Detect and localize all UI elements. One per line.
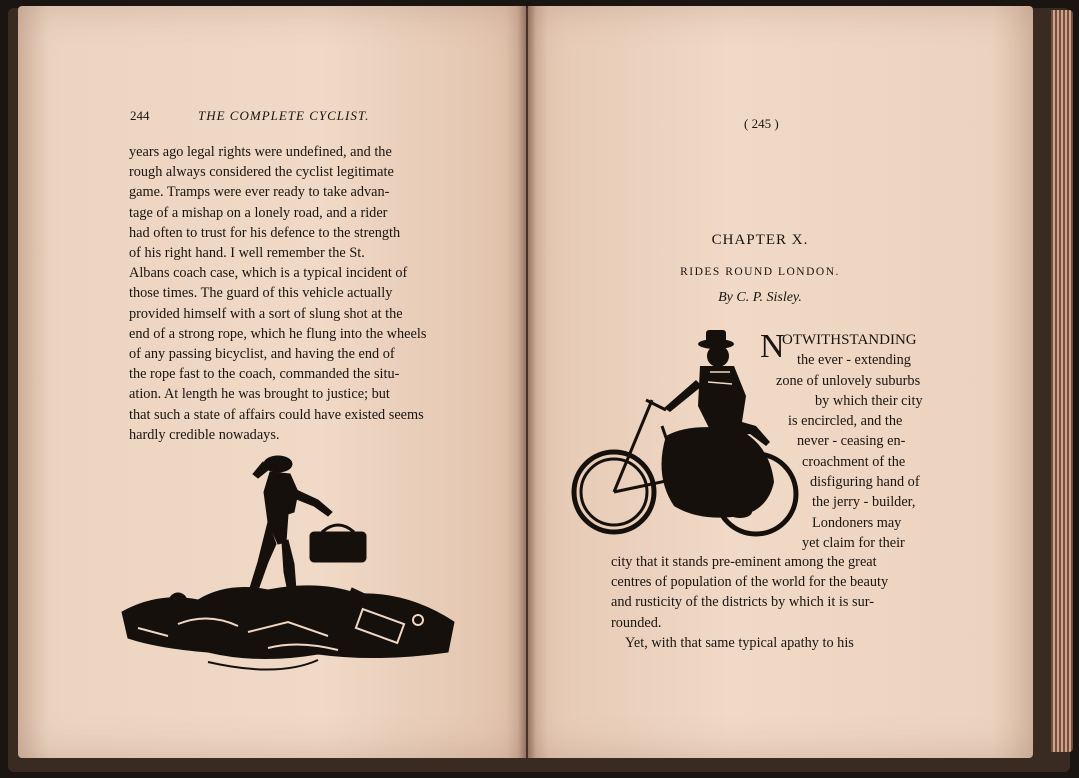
text-line: that such a state of affairs could have existed seems [129, 406, 424, 423]
cyclist-illustration [570, 326, 802, 540]
text-line: end of a strong rope, which he flung into the wheels [129, 325, 427, 342]
text-line: never - ceasing en- [797, 433, 906, 449]
text-line: ation. At length he was brought to justice; but [129, 386, 390, 403]
chapter-title: RIDES ROUND LONDON. [680, 266, 840, 278]
page-edges [1051, 10, 1073, 752]
left-page-number: 244 [130, 108, 150, 123]
text-line: disfiguring hand of [810, 474, 920, 490]
text-line: game. Tramps were ever ready to take advan- [129, 184, 390, 201]
text-line: those times. The guard of this vehicle actually [129, 285, 393, 302]
text-line: yet claim for their [802, 535, 905, 551]
author-byline: By C. P. Sisley. [718, 290, 802, 305]
text-line: OTWITHSTANDING [782, 332, 917, 348]
text-line: by which their city [815, 393, 923, 409]
text-line: rough always considered the cyclist legitimate [129, 164, 394, 181]
text-line: centres of population of the world for the beauty [611, 574, 889, 591]
text-line: of any passing bicyclist, and having the end of [129, 346, 395, 363]
running-title: THE COMPLETE CYCLIST. [198, 108, 370, 123]
text-line: Albans coach case, which is a typical incident of [129, 265, 408, 282]
text-line: years ago legal rights were undefined, and the [129, 144, 392, 160]
right-body-text [611, 552, 931, 653]
text-line: zone of unlovely suburbs [776, 373, 921, 389]
right-page-number: ( 245 ) [744, 116, 779, 131]
text-line: the jerry - builder, [812, 494, 916, 510]
text-line: hardly credible nowadays. [129, 426, 280, 443]
text-line: croachment of the [802, 454, 906, 470]
wreckage-illustration [118, 452, 458, 674]
text-line: is encircled, and the [788, 413, 903, 429]
text-line: provided himself with a sort of slung shot at the [129, 305, 403, 322]
text-line: and rusticity of the districts by which it is sur- [611, 594, 874, 611]
text-line: of his right hand. I well remember the St. [129, 245, 365, 262]
text-line: rounded. [611, 614, 662, 631]
text-line: tage of a mishap on a lonely road, and a rider [129, 204, 388, 221]
drop-cap: N [760, 328, 785, 365]
text-line: the rope fast to the coach, commanded the situ- [129, 366, 400, 383]
text-line: city that it stands pre-eminent among the great [611, 554, 877, 570]
left-body-text [129, 142, 450, 445]
text-line: Yet, with that same typical apathy to his [625, 634, 854, 651]
text-line: had often to trust for his defence to the strength [129, 224, 401, 241]
text-line: the ever - extending [797, 352, 911, 368]
chapter-number: CHAPTER X. [711, 232, 809, 248]
text-line: Londoners may [812, 515, 902, 531]
book-gutter [518, 6, 536, 758]
